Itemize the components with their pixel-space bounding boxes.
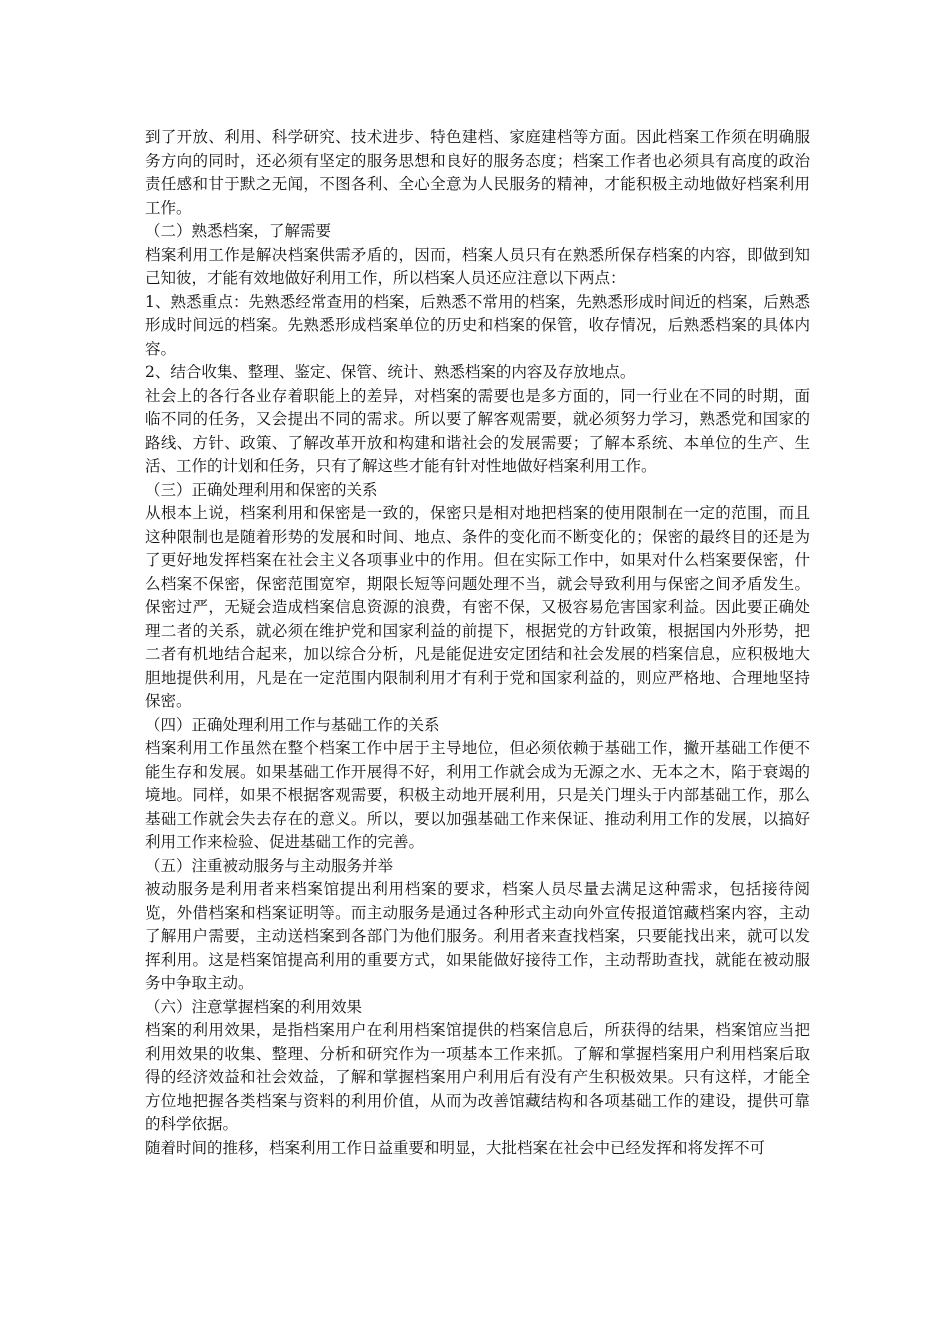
paragraph-closing: 随着时间的推移，档案利用工作日益重要和明显，大批档案在社会中已经发挥和将发挥不可 (145, 1138, 766, 1157)
heading-familiar-archives: （二）熟悉档案，了解需要 (145, 222, 332, 240)
paragraph-point-1: 1、熟悉重点：先熟悉经常查用的档案，后熟悉不常用的档案，先熟悉形成时间近的档案，后熟悉形成时间远的档案。先熟悉形成档案单位的历史和档案的保管，收存情况，后熟悉档案的具体内容。 (145, 292, 810, 358)
paragraph-social-needs: 社会上的各行各业存着职能上的差异，对档案的需要也是多方面的，同一行业在不同的时期，面临不同的任务，又会提出不同的需求。所以要了解客观需要，就必须努力学习，熟悉党和国家的路线、方针、政策、了解改革开放和构建和谐社会的发展需要；了解本系统、本单位的生产、生活、工作的计划和任务，只有了解这些才能有针对性地做好档案利用工作。 (145, 386, 810, 475)
heading-use-and-basic-work: （四）正确处理利用工作与基础工作的关系 (145, 715, 440, 734)
paragraph-supply-demand: 档案利用工作是解决档案供需矛盾的，因而，档案人员只有在熟悉所保存档案的内容，即做到知己知彼，才能有效地做好利用工作，所以档案人员还应注意以下两点： (145, 245, 810, 287)
paragraph-utilization-effect: 档案的利用效果，是指档案用户在利用档案馆提供的档案信息后，所获得的结果，档案馆应当把利用效果的收集、整理、分析和研究作为一项基本工作来抓。了解和掌握档案用户利用档案后取得的经济效益和社会效益，了解和掌握档案用户利用后有没有产生积极效果。只有这样，才能全方位地把握各类档案与资料的利用价值，从而为改善馆藏结构和各项基础工作的建设，提供可靠的科学依据。 (145, 1021, 810, 1133)
paragraph-service-modes: 被动服务是利用者来档案馆提出利用档案的要求，档案人员尽量去满足这种需求，包括接待阅览，外借档案和档案证明等。而主动服务是通过各种形式主动向外宣传报道馆藏档案内容，主动了解用户需要，主动送档案到各部门为他们服务。利用者来查找档案，只要能找出来，就可以发挥利用。这是档案馆提高利用的重要方式，如果能做好接待工作，主动帮助查找，就能在被动服务中争取主动。 (145, 880, 810, 992)
paragraph-basic-work: 档案利用工作虽然在整个档案工作中居于主导地位，但必须依赖于基础工作，撇开基础工作便不能生存和发展。如果基础工作开展得不好，利用工作就会成为无源之水、无本之木，陷于衰竭的境地。同样，如果不根据客观需要，积极主动地开展利用，只是关门埋头于内部基础工作，那么基础工作就会失去存在的意义。所以，要以加强基础工作来保证、推动利用工作的发展，以搞好利用工作来检验、促进基础工作的完善。 (145, 739, 810, 851)
heading-utilization-effect: （六）注意掌握档案的利用效果 (145, 997, 363, 1016)
paragraph-point-2: 2、结合收集、整理、鉴定、保管、统计、熟悉档案的内容及存放地点。 (145, 363, 636, 381)
heading-passive-active-service: （五）注重被动服务与主动服务并举 (145, 856, 394, 875)
paragraph-secrecy: 从根本上说，档案利用和保密是一致的，保密只是相对地把档案的使用限制在一定的范围，而且这种限制也是随着形势的发展和时间、地点、条件的变化而不断变化的；保密的最终目的还是为了更好地发挥档案在社会主义各项事业中的作用。但在实际工作中，如果对什么档案要保密，什么档案不保密，保密范围宽窄，期限长短等问题处理不当，就会导致利用与保密之间矛盾发生。保密过严，无疑会造成档案信息资源的浪费，有密不保，又极容易危害国家利益。因此要正确处理二者的关系，就必须在维护党和国家利益的前提下，根据党的方针政策，根据国内外形势，把二者有机地结合起来，加以综合分析，凡是能促进安定团结和社会发展的档案信息，应积极地大胆地提供利用，凡是在一定范围内限制利用才有利于党和国家利益的，则应严格地、合理地坚持保密。 (145, 504, 810, 710)
heading-use-and-secrecy: （三）正确处理利用和保密的关系 (145, 480, 378, 499)
document-page (145, 126, 810, 1160)
paragraph-service-attitude: 到了开放、利用、科学研究、技术进步、特色建档、家庭建档等方面。因此档案工作须在明确服务方向的同时，还必须有坚定的服务思想和良好的服务态度；档案工作者也必须具有高度的政治责任感和甘于默之无闻，不图各利、全心全意为人民服务的精神，才能积极主动地做好档案利用工作。 (145, 128, 810, 217)
